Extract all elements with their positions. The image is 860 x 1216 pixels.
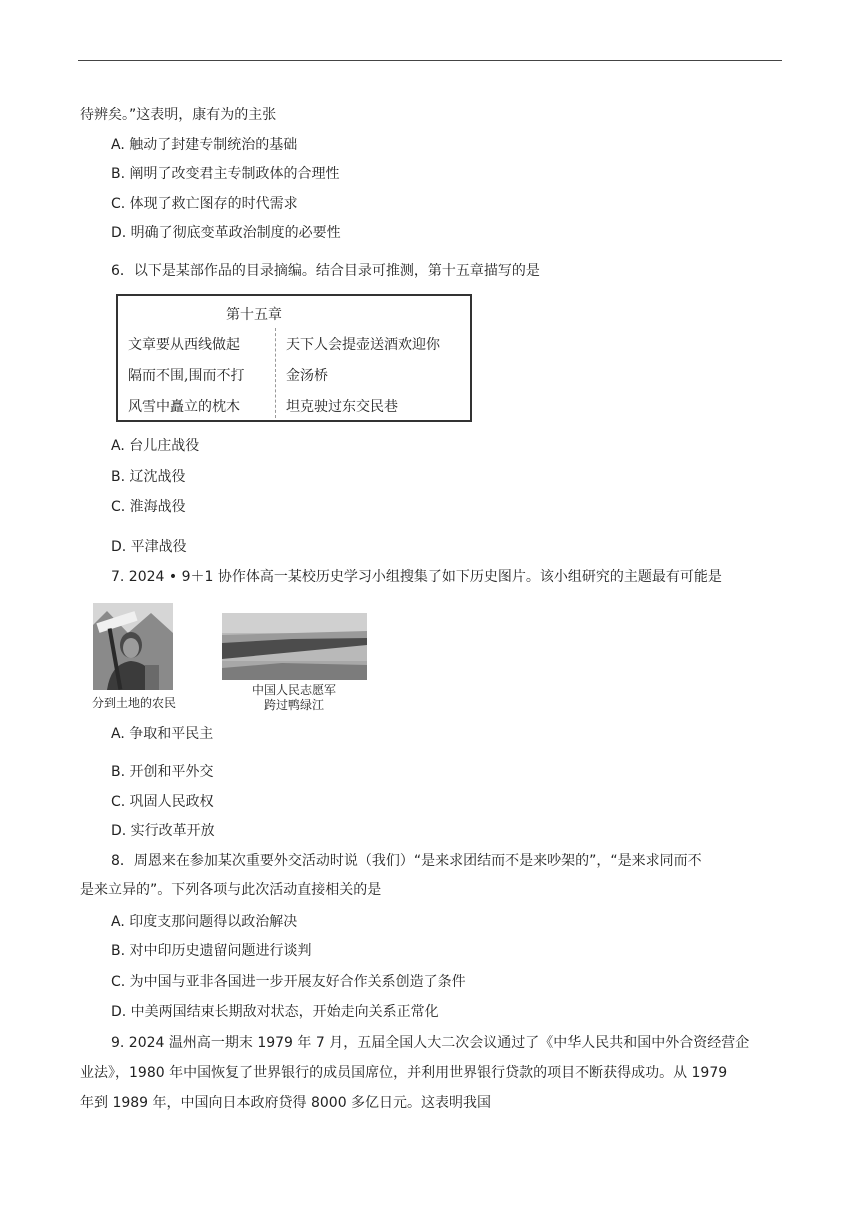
q7-option-c: C. 巩固人民政权 <box>111 794 214 810</box>
peasant-photo-caption: 分到土地的农民 <box>91 696 176 710</box>
q8-stem-line2: 是来立异的”。下列各项与此次活动直接相关的是 <box>80 882 382 898</box>
toc-right-item: 天下人会提壶送酒欢迎你 <box>286 337 440 353</box>
q7-stem: 7. 2024 • 9＋1 协作体高一某校历史学习小组搜集了如下历史图片。该小组研究的主题最有可能是 <box>111 569 722 585</box>
q7-option-a: A. 争取和平民主 <box>111 726 214 742</box>
q6-table-of-contents <box>116 294 472 422</box>
toc-divider <box>275 328 276 418</box>
q7-option-d: D. 实行改革开放 <box>111 823 215 839</box>
toc-left-item: 文章要从西线做起 <box>128 337 240 353</box>
q6-stem: 6．以下是某部作品的目录摘编。结合目录可推测，第十五章描写的是 <box>111 263 540 279</box>
q7-option-b: B. 开创和平外交 <box>111 764 214 780</box>
q5-option-b: B. 阐明了改变君主专制政体的合理性 <box>111 166 340 182</box>
volunteer-army-photo <box>222 613 367 680</box>
toc-chapter-title: 第十五章 <box>226 307 282 323</box>
header-rule <box>78 60 782 61</box>
q9-stem-line1: 9. 2024 温州高一期末 1979 年 7 月，五届全国人大二次会议通过了《中华人民共和国中外合资经营企 <box>111 1035 750 1051</box>
q6-option-c: C. 淮海战役 <box>111 499 186 515</box>
volunteer-photo-caption-line1: 中国人民志愿军 <box>251 683 336 697</box>
q8-option-a: A. 印度支那问题得以政治解决 <box>111 914 298 930</box>
q5-option-c: C. 体现了救亡图存的时代需求 <box>111 196 298 212</box>
q8-option-c: C. 为中国与亚非各国进一步开展友好合作关系创造了条件 <box>111 974 466 990</box>
q6-option-d: D. 平津战役 <box>111 539 187 555</box>
q6-option-b: B. 辽沈战役 <box>111 469 186 485</box>
q8-option-d: D. 中美两国结束长期敌对状态，开始走向关系正常化 <box>111 1004 439 1020</box>
q8-option-b: B. 对中印历史遗留问题进行谈判 <box>111 943 312 959</box>
q9-stem-line2: 业法》，1980 年中国恢复了世界银行的成员国席位，并利用世界银行贷款的项目不断获得成功。从 1979 <box>80 1065 728 1081</box>
q5-option-d: D. 明确了彻底变革政治制度的必要性 <box>111 225 341 241</box>
q6-option-a: A. 台儿庄战役 <box>111 438 200 454</box>
toc-right-item: 坦克驶过东交民巷 <box>286 399 398 415</box>
q5-stem-tail: 待辨矣。”这表明，康有为的主张 <box>80 107 277 123</box>
toc-left-item: 风雪中矗立的枕木 <box>128 399 240 415</box>
q9-stem-line3: 年到 1989 年，中国向日本政府贷得 8000 多亿日元。这表明我国 <box>80 1095 492 1111</box>
q8-stem-line1: 8．周恩来在参加某次重要外交活动时说（我们）“是来求团结而不是来吵架的”，“是来求同而不 <box>111 853 702 869</box>
q5-option-a: A. 触动了封建专制统治的基础 <box>111 137 298 153</box>
toc-left-item: 隔而不围,围而不打 <box>128 368 245 384</box>
peasant-photo <box>93 603 173 690</box>
volunteer-photo-caption-line2: 跨过鸭绿江 <box>263 698 324 712</box>
toc-right-item: 金汤桥 <box>286 368 328 384</box>
